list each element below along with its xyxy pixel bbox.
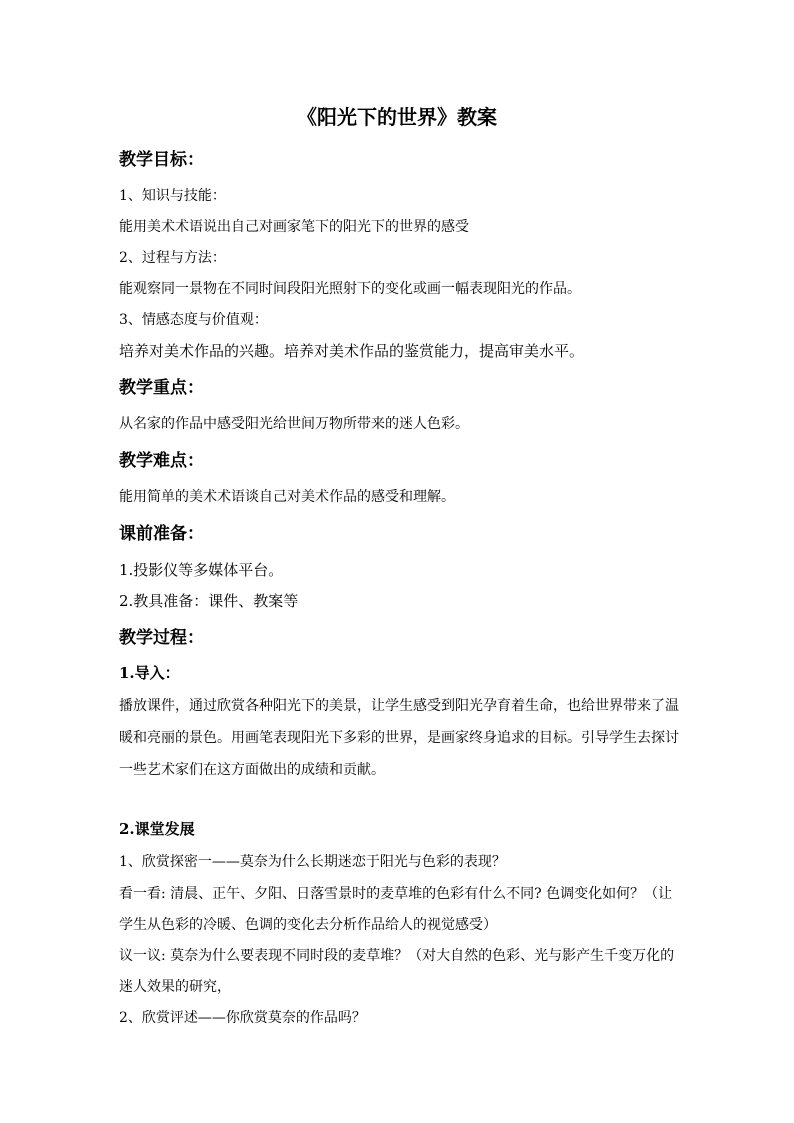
development-line-5: 迷人效果的研究， <box>119 979 231 995</box>
objective-1-text: 能用美术术语说出自己对画家笔下的阳光下的世界的感受 <box>119 219 469 235</box>
preparation-item-1: 1.投影仪等多媒体平台。 <box>119 561 284 579</box>
objective-3-text: 培养对美术作品的兴趣。培养对美术作品的鉴赏能力，提高审美水平。 <box>119 342 585 360</box>
objective-2-text: 能观察同一景物在不同时间段阳光照射下的变化或画一幅表现阳光的作品。 <box>119 281 581 297</box>
intro-line-2: 暖和亮丽的景色。用画笔表现阳光下多彩的世界，是画家终身追求的目标。引导学生去探讨 <box>119 730 679 746</box>
document-title: 《阳光下的世界》教案 <box>297 105 497 129</box>
intro-line-1: 播放课件，通过欣赏各种阳光下的美景，让学生感受到阳光孕育着生命，也给世界带来了温 <box>119 698 679 714</box>
difficulties-text: 能用简单的美术术语谈自己对美术作品的感受和理解。 <box>119 489 455 505</box>
intro-line-3: 一些艺术家们在这方面做出的成绩和贡献。 <box>119 762 385 778</box>
development-line-4: 议一议: 莫奈为什么要表现不同时段的麦草堆？（对大自然的色彩、光与影产生千变万化的 <box>119 948 675 964</box>
difficulties-heading: 教学难点： <box>119 451 204 471</box>
development-line-3: 学生从色彩的冷暖、色调的变化去分析作品给人的视觉感受） <box>119 917 497 933</box>
objective-3-heading: 3、情感态度与价值观： <box>119 312 268 328</box>
objectives-heading: 教学目标： <box>119 150 204 170</box>
objective-1-heading: 1、知识与技能： <box>119 188 226 204</box>
development-line-2: 看一看: 清晨、正午、夕阳、日落雪景时的麦草堆的色彩有什么不同? 色调变化如何？（让 <box>119 886 673 902</box>
intro-heading: 1.导入： <box>119 664 180 682</box>
development-line-1: 1、欣赏探密一——莫奈为什么长期迷恋于阳光与色彩的表现？ <box>119 854 506 870</box>
key-points-heading: 教学重点： <box>119 378 204 398</box>
process-heading: 教学过程： <box>119 628 204 648</box>
development-line-6: 2、欣赏评述——你欣赏莫奈的作品吗？ <box>119 1010 366 1026</box>
key-points-text: 从名家的作品中感受阳光给世间万物所带来的迷人色彩。 <box>119 416 469 432</box>
development-heading: 2.课堂发展 <box>119 820 195 838</box>
objective-2-heading: 2、过程与方法： <box>119 250 226 266</box>
preparation-item-2: 2.教具准备：课件、教案等 <box>119 592 299 610</box>
preparation-heading: 课前准备： <box>119 524 204 544</box>
